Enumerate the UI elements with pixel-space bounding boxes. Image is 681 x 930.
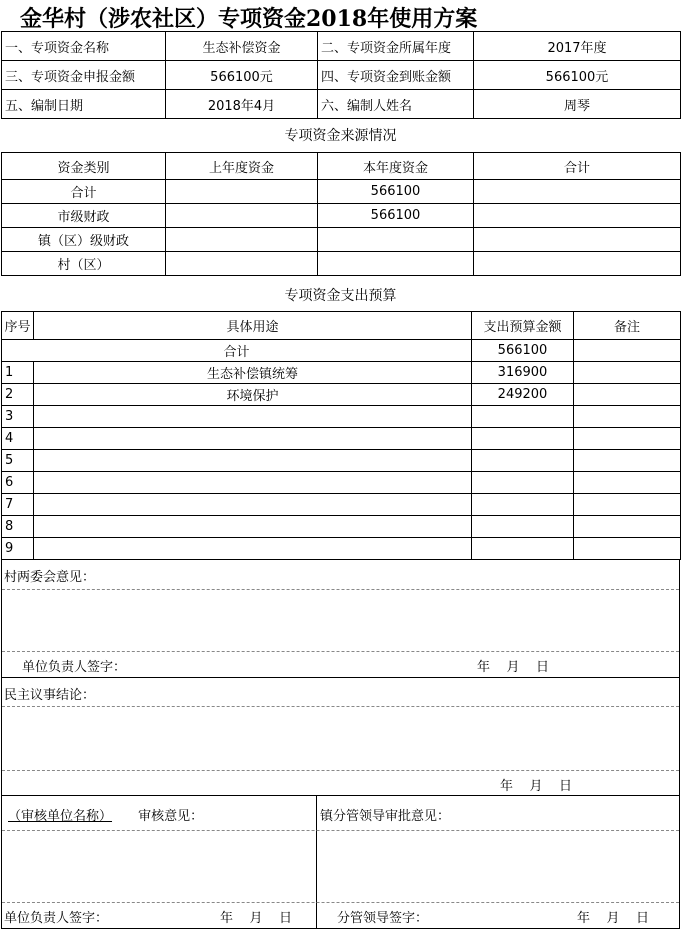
village-sign-label: 单位负责人签字： <box>22 660 127 675</box>
source-section-title: 专项资金来源情况 <box>284 128 397 144</box>
info-label: 二、专项资金所属年度 <box>318 32 474 61</box>
row-number: 7 <box>2 494 34 516</box>
review-unit-label: （审核单位名称） <box>8 809 113 824</box>
amount-cell <box>472 406 574 428</box>
info-label: 六、编制人姓名 <box>318 90 474 119</box>
table-row <box>2 450 681 472</box>
amount-cell: 249200 <box>472 384 574 406</box>
remark-cell <box>574 362 681 384</box>
table-cell <box>474 204 681 228</box>
row-number: 5 <box>2 450 34 472</box>
page-title: 金华村（涉农社区）专项资金2018年使用方案 <box>20 6 478 32</box>
amount-cell <box>472 538 574 560</box>
democratic-label: 民主议事结论： <box>4 688 96 703</box>
purpose-cell <box>34 538 472 560</box>
remark-cell <box>574 450 681 472</box>
purpose-cell: 生态补偿镇统筹 <box>34 362 472 384</box>
table-cell <box>166 204 318 228</box>
info-value: 566100元 <box>166 61 318 90</box>
row-number: 2 <box>2 384 34 406</box>
table-row <box>2 252 681 276</box>
amount-cell <box>472 494 574 516</box>
row-number: 6 <box>2 472 34 494</box>
row-number: 9 <box>2 538 34 560</box>
review-date: 年 月 日 <box>220 911 293 926</box>
approve-opinion-label: 镇分管领导审批意见： <box>320 809 451 824</box>
table-row <box>2 204 681 228</box>
column-header: 序号 <box>2 312 34 340</box>
budget-total-row <box>2 340 681 362</box>
table-cell <box>166 180 318 204</box>
purpose-cell: 环境保护 <box>34 384 472 406</box>
budget-header-row <box>2 312 681 340</box>
remark-cell <box>574 384 681 406</box>
info-value: 566100元 <box>474 61 681 90</box>
column-header: 资金类别 <box>2 153 166 180</box>
review-sign-label: 单位负责人签字： <box>4 911 109 926</box>
approve-sign-label: 分管领导签字： <box>337 911 429 926</box>
info-label: 四、专项资金到账金额 <box>318 61 474 90</box>
table-cell <box>318 228 474 252</box>
total-label: 合计 <box>2 340 472 362</box>
column-header: 具体用途 <box>34 312 472 340</box>
info-table <box>1 31 681 119</box>
table-row <box>2 516 681 538</box>
table-cell: 566100 <box>318 204 474 228</box>
amount-cell: 316900 <box>472 362 574 384</box>
row-number: 1 <box>2 362 34 384</box>
info-value: 2017年度 <box>474 32 681 61</box>
info-value: 2018年4月 <box>166 90 318 119</box>
democratic-date: 年 月 日 <box>500 779 573 794</box>
info-label: 五、编制日期 <box>2 90 166 119</box>
amount-cell <box>472 516 574 538</box>
purpose-cell <box>34 428 472 450</box>
table-row <box>2 180 681 204</box>
remark-cell <box>574 472 681 494</box>
source-header-row <box>2 153 681 180</box>
table-row <box>2 428 681 450</box>
remark-cell <box>574 406 681 428</box>
purpose-cell <box>34 516 472 538</box>
info-row <box>2 32 681 61</box>
village-opinion-label: 村两委会意见： <box>4 570 96 585</box>
table-row <box>2 362 681 384</box>
table-cell <box>166 228 318 252</box>
row-number: 3 <box>2 406 34 428</box>
source-table <box>1 152 681 276</box>
review-unit-name <box>4 805 203 824</box>
table-cell <box>474 228 681 252</box>
total-value: 566100 <box>472 340 574 362</box>
column-header: 上年度资金 <box>166 153 318 180</box>
table-row <box>2 384 681 406</box>
remark-cell <box>574 494 681 516</box>
amount-cell <box>472 450 574 472</box>
table-row <box>2 406 681 428</box>
column-header: 支出预算金额 <box>472 312 574 340</box>
remark-cell <box>574 428 681 450</box>
remark-cell <box>574 538 681 560</box>
row-number: 8 <box>2 516 34 538</box>
column-header: 合计 <box>474 153 681 180</box>
amount-cell <box>472 428 574 450</box>
row-label: 合计 <box>2 180 166 204</box>
info-value: 周琴 <box>474 90 681 119</box>
purpose-cell <box>34 494 472 516</box>
column-header: 本年度资金 <box>318 153 474 180</box>
table-row <box>2 494 681 516</box>
table-row <box>2 472 681 494</box>
table-cell: 566100 <box>318 180 474 204</box>
table-cell <box>318 252 474 276</box>
info-label: 一、专项资金名称 <box>2 32 166 61</box>
table-cell <box>474 252 681 276</box>
table-cell <box>574 340 681 362</box>
table-row <box>2 228 681 252</box>
review-opinion-label: 审核意见： <box>138 809 204 824</box>
row-label: 市级财政 <box>2 204 166 228</box>
info-label: 三、专项资金申报金额 <box>2 61 166 90</box>
row-label: 村（区） <box>2 252 166 276</box>
remark-cell <box>574 516 681 538</box>
row-label: 镇（区）级财政 <box>2 228 166 252</box>
approve-date: 年 月 日 <box>577 911 650 926</box>
info-row <box>2 61 681 90</box>
budget-table <box>1 311 681 560</box>
column-header: 备注 <box>574 312 681 340</box>
table-row <box>2 538 681 560</box>
amount-cell <box>472 472 574 494</box>
info-value: 生态补偿资金 <box>166 32 318 61</box>
row-number: 4 <box>2 428 34 450</box>
village-date: 年 月 日 <box>477 660 550 675</box>
table-cell <box>166 252 318 276</box>
purpose-cell <box>34 472 472 494</box>
purpose-cell <box>34 450 472 472</box>
info-row <box>2 90 681 119</box>
table-cell <box>474 180 681 204</box>
purpose-cell <box>34 406 472 428</box>
budget-section-title: 专项资金支出预算 <box>284 288 397 304</box>
democratic-box <box>1 677 680 796</box>
